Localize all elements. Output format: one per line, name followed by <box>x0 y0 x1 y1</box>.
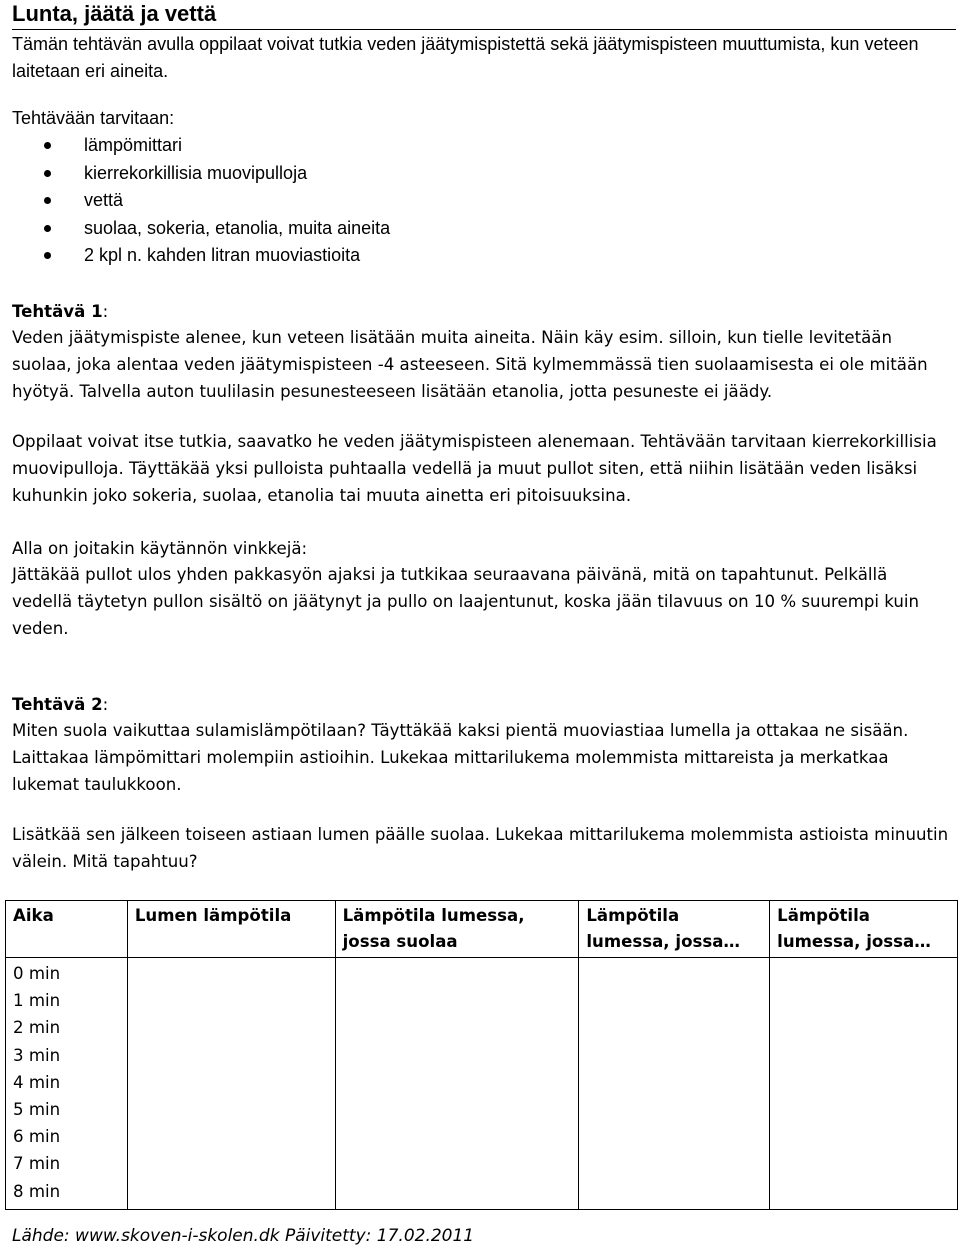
task1-colon: : <box>102 302 109 321</box>
intro-paragraph: Tämän tehtävän avulla oppilaat voivat tutkia veden jäätymispistettä sekä jäätymispisteen muuttumista, kun veteen laitetaan eri aineita. <box>12 34 919 81</box>
needed-item: lämpömittari <box>12 132 390 160</box>
needed-list <box>12 132 390 270</box>
time-label: 0 min <box>13 964 61 983</box>
table-header-cell: Lämpötila lumessa, jossa… <box>579 901 770 958</box>
snow-temperature-cell[interactable] <box>127 958 335 1210</box>
needed-heading: Tehtävään tarvitaan: <box>12 108 175 128</box>
time-label: 4 min <box>13 1072 61 1092</box>
needed-item: vettä <box>12 187 390 215</box>
salted-snow-temperature-cell[interactable] <box>335 958 579 1210</box>
table-header-cell: Lämpötila lumessa, jossa… <box>770 901 958 958</box>
needed-item: 2 kpl n. kahden litran muoviastioita <box>12 242 390 270</box>
needed-item: suolaa, sokeria, etanolia, muita aineita <box>12 215 390 243</box>
table-row <box>6 958 958 1210</box>
time-label: 8 min <box>13 1181 61 1201</box>
time-label: 1 min <box>13 991 61 1011</box>
document-title: Lunta, jäätä ja vettä <box>12 0 956 30</box>
time-label: 7 min <box>13 1154 61 1174</box>
custom-snow-temperature-cell-2[interactable] <box>770 958 958 1210</box>
time-label: 3 min <box>13 1045 61 1065</box>
task1-heading <box>12 298 952 325</box>
task1-paragraph-1: Veden jäätymispiste alenee, kun veteen lisätään muita aineita. Näin käy esim. silloin, kun tielle levitetään suolaa, joka alentaa veden jäätymispisteen -4 asteeseen. Sitä kylmemmässä tien suolaamisesta ei ole mitään hyötyä. Talvella auton tuulilasin pesunesteeseen lisätään etanolia, jotta pesuneste ei jäädy. <box>12 328 928 401</box>
tips-paragraph: Jättäkää pullot ulos yhden pakkasyön ajaksi ja tutkikaa seuraavana päivänä, mitä on tapahtunut. Pelkällä vedellä täytetyn pullon sisältö on jäätynyt ja pullo on laajentunut, koska jään tilavuus on 10 % suurempi kuin veden. <box>12 565 920 638</box>
time-label: 5 min <box>13 1100 61 1120</box>
task1-paragraph-2: Oppilaat voivat itse tutkia, saavatko he veden jäätymispisteen alenemaan. Tehtävään tarvitaan kierrekorkillisia muovipulloja. Täyttäkää yksi pulloista puhtaalla vedellä ja muut pullot siten, että niihin lisätään veden lisäksi kuhunkin joko sokeria, suolaa, etanolia tai muuta ainetta eri pitoisuuksina. <box>12 432 937 505</box>
needed-item: kierrekorkillisia muovipulloja <box>12 160 390 188</box>
custom-snow-temperature-cell-1[interactable] <box>579 958 770 1210</box>
time-column-cell <box>6 958 128 1210</box>
time-label: 2 min <box>13 1018 61 1038</box>
temperature-table <box>5 900 958 1210</box>
source-footer: Lähde: www.skoven-i-skolen.dk Päivitetty: 17.02.2011 <box>12 1226 475 1246</box>
task1-label: Tehtävä 1 <box>12 302 103 321</box>
tips-heading: Alla on joitakin käytännön vinkkejä: <box>12 539 308 558</box>
table-header-cell: Lämpötila lumessa, jossa suolaa <box>335 901 579 958</box>
task2-paragraph-1: Miten suola vaikuttaa sulamislämpötilaan? Täyttäkää kaksi pientä muoviastiaa lumella ja ottakaa ne sisään. Laittakaa lämpömittari molempiin astioihin. Lukekaa mittarilukema molemmista mittareista ja merkatkaa lukemat taulukkoon. <box>12 721 909 794</box>
time-label: 6 min <box>13 1127 61 1147</box>
table-header-row <box>6 901 958 958</box>
task2-label: Tehtävä 2 <box>12 695 103 714</box>
table-header-cell: Aika <box>6 901 128 958</box>
task2-colon: : <box>102 695 109 714</box>
table-header-cell: Lumen lämpötila <box>127 901 335 958</box>
task2-paragraph-2: Lisätkää sen jälkeen toiseen astiaan lumen päälle suolaa. Lukekaa mittarilukema molemmista astioista minuutin välein. Mitä tapahtuu? <box>12 825 949 871</box>
task2-heading <box>12 691 952 718</box>
